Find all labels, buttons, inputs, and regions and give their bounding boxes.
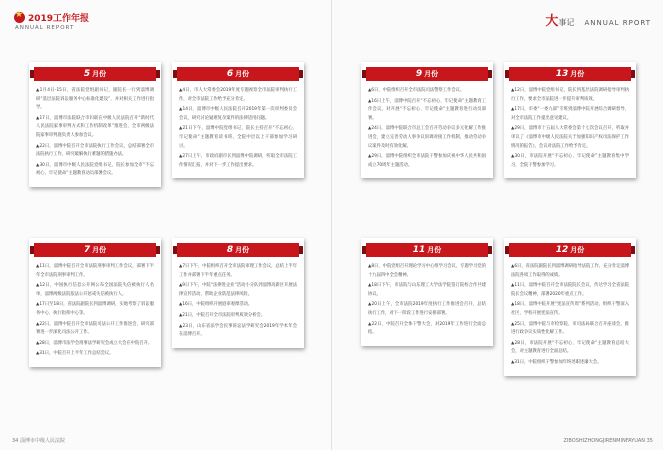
event-item: ▲25日，淄博中院与市检察院、市司法局联合召开座谈会，推进行政争议实质性化解工作。: [511, 321, 629, 336]
event-item: ▲14日，淄博市中级人民法院召开2019年第一次审判委员会会议，研究讨论疑难复杂案件的法律适用问题。: [179, 107, 297, 121]
event-item: ▲29日，淄博中院组织全市法院干警参加庆祝中华人民共和国成立70周年主题活动。: [368, 154, 486, 168]
report-header: [14, 12, 134, 38]
event-item: ▲6日，中院组织召开全市法院司法警察工作会议。: [368, 88, 465, 93]
month-label: 6 月份: [177, 67, 299, 81]
month-label: 11 月份: [366, 243, 488, 257]
footer-right-text: ZIBOSHIZHONGJIRENMINFAYUAN: [563, 438, 646, 444]
event-item: ▲16日上午，淄博中院召开“不忘初心、牢记使命”主题教育工作会议，对开展“不忘初心、牢记使命”主题教育进行动员部署。: [368, 98, 486, 121]
event-item: ▲21日，中院召开全市法院审判质效分析会。: [179, 312, 266, 318]
event-item: ▲20日上午，全市法院2019年度执行工作推进会召开，总结执行工作，对下一阶段工作进行安排部署。: [368, 302, 486, 316]
section-subtitle: ANNUAL RPORT: [584, 19, 651, 27]
footer-left-text: 淄博市中级人民法院: [19, 438, 65, 444]
event-item: ▲23日，山东省法学会民事诉讼法学研究会2019年学术年会在淄博召开。: [179, 323, 297, 338]
event-item: ▲16日，中院组织开展庭审观摩活动。: [179, 302, 253, 308]
footer-left: [12, 437, 65, 444]
event-item: ▲6日，省法院副院长到淄博调研指导法院工作，充分肯定淄博法院各项工作取得的成绩。: [511, 264, 629, 278]
court-emblem-icon: [14, 12, 25, 23]
event-item: ▲18日下午，市法院与山东理工大学法学院签订院校合作共建协议。: [368, 283, 486, 297]
event-item: ▲4日，市人大常委会2019年度专题视察全市法院审判执行工作，对全市法院工作给予充分肯定。: [179, 88, 297, 102]
right-page: [332, 0, 663, 450]
page-number: 34: [12, 438, 19, 444]
month-label: 13 月份: [509, 67, 631, 81]
month-label: 12 月份: [509, 243, 631, 257]
report-title: 2019工作年报: [28, 14, 90, 24]
month-label: 9 月份: [366, 67, 488, 81]
event-item: ▲12日，中国执行信息公开网公布全国法院失信被执行人名单，淄博两级法院依法公开惩戒失信被执行人。: [36, 283, 154, 297]
event-item: ▲17日至18日，省法院副院长到淄博调研，实地考察了诉讼服务中心、执行指挥中心等。: [36, 302, 154, 316]
month-card: [172, 238, 304, 348]
event-item: ▲11日，淄博中院召开全市法院刑事审判工作会议，部署下半年全市法院刑事审判工作。: [36, 264, 154, 278]
event-item: ▲21日下午，淄博中院党组书记、院长主持召开“不忘初心、牢记使命”主题教育读书班，全院中层以上干部参加学习研讨。: [179, 126, 297, 149]
month-card: [361, 62, 493, 178]
footer-right: [564, 438, 653, 444]
event-item: ▲12日，淄博中院党组书记、院长到基层法院调研指导审判执行工作，要求全市法院进一步提升审判质效。: [511, 88, 629, 102]
event-item: ▲31日，中院组织干警参加年终述职述廉大会。: [511, 359, 602, 365]
event-item: ▲29日，淄博市十五届人大常委会第十七次会议召开，听取并审议了《淄博市中级人民法院关于加强知识产权司法保护工作情况的报告》，会议对法院工作给予肯定。: [511, 126, 629, 149]
event-item: ▲7日下午，中院组织召开全市法院审理工作会议，总结上半年工作并部署下半年重点任务。: [179, 264, 297, 278]
event-item: ▲17日，淄博市法院联合市妇联在中级人民法院召开“新时代人民法院家事审判方式和工作机制改革”推进会，全市两级法院家事审判庭负责人参加会议。: [36, 115, 154, 138]
report-subtitle: ANNUAL REPORT: [15, 25, 75, 31]
event-item: ▲30日，淄博市中级人民法院党组书记、院长参加全市“不忘初心、牢记使命”主题教育动员部署会议。: [36, 162, 154, 177]
event-item: ▲30日，市法院开展“不忘初心、牢记使命”主题教育集中学习，全院干警参加学习。: [511, 154, 629, 168]
page-number: 35: [646, 438, 653, 444]
month-card: [504, 62, 636, 178]
month-label: 5 月份: [34, 67, 156, 81]
event-item: ▲28日，市法院开展“不忘初心、牢记使命”主题教育总结大会，对主题教育进行全面总结。: [511, 340, 629, 355]
month-label: 7 月份: [34, 243, 156, 257]
event-item: ▲22日，淄博中院召开全市法院执行工作会议，总结部署全市法院执行工作，研究破解执行难题的措施办法。: [36, 143, 154, 158]
month-label: 8 月份: [177, 243, 299, 257]
event-item: ▲22日，中院召开全体干警大会，对2019年工作进行全面总结。: [368, 321, 486, 336]
event-item: ▲1月4日-15日，省法院党组副书记、副院长一行到淄博调研“基层法院诉讼服务中心标准化建设”，并对相关工作进行指导。: [36, 88, 154, 111]
month-card: [504, 238, 636, 376]
event-item: ▲18日，淄博中院开展“宪法宣传周”系列活动，组织干警深入社区、学校开展宪法宣传。: [511, 302, 629, 316]
event-item: ▲9日下午，中院“法律进企业”活动小分队到淄博高新区开展法律宣传活动，帮助企业防范法律风险。: [179, 283, 297, 297]
section-header: [545, 10, 651, 29]
event-item: ▲11日，淄博中院召开全市法院院长会议，传达学习全省法院院长会议精神，部署2020年重点工作。: [511, 283, 629, 297]
event-item: ▲8日，中院党组召开理论学习中心组学习会议，专题学习党的十九届四中全会精神。: [368, 264, 486, 278]
event-item: ▲24日，淄博中院联合市总工会召开劳动争议多元化解工作推进会，建立完善劳动人事争议诉调对接工作机制，推动劳动争议案件及时有效化解。: [368, 126, 486, 149]
event-item: ▲28日，淄博市法学会刑事法学研究会成立大会在中院召开。: [36, 340, 153, 346]
event-item: ▲22日，淄博中院召开全市法院司法公开工作推进会，研究部署进一步深化司法公开工作。: [36, 321, 154, 336]
event-item: ▲17日，市委“一委九部”专班到淄博中院开展综合调研督导，对全市法院工作提出意见建议。: [511, 107, 629, 121]
event-item: ▲31日，中院召开上半年工作总结会议。: [36, 351, 114, 357]
month-card: [172, 62, 304, 178]
month-card: [29, 62, 161, 187]
section-title: 大事记: [545, 14, 575, 29]
month-card: [361, 238, 493, 346]
month-card: [29, 238, 161, 367]
event-item: ▲27日上午，市政府副市长到淄博中院调研，听取全市法院工作情况汇报，并对下一步工作提出要求。: [179, 154, 297, 168]
